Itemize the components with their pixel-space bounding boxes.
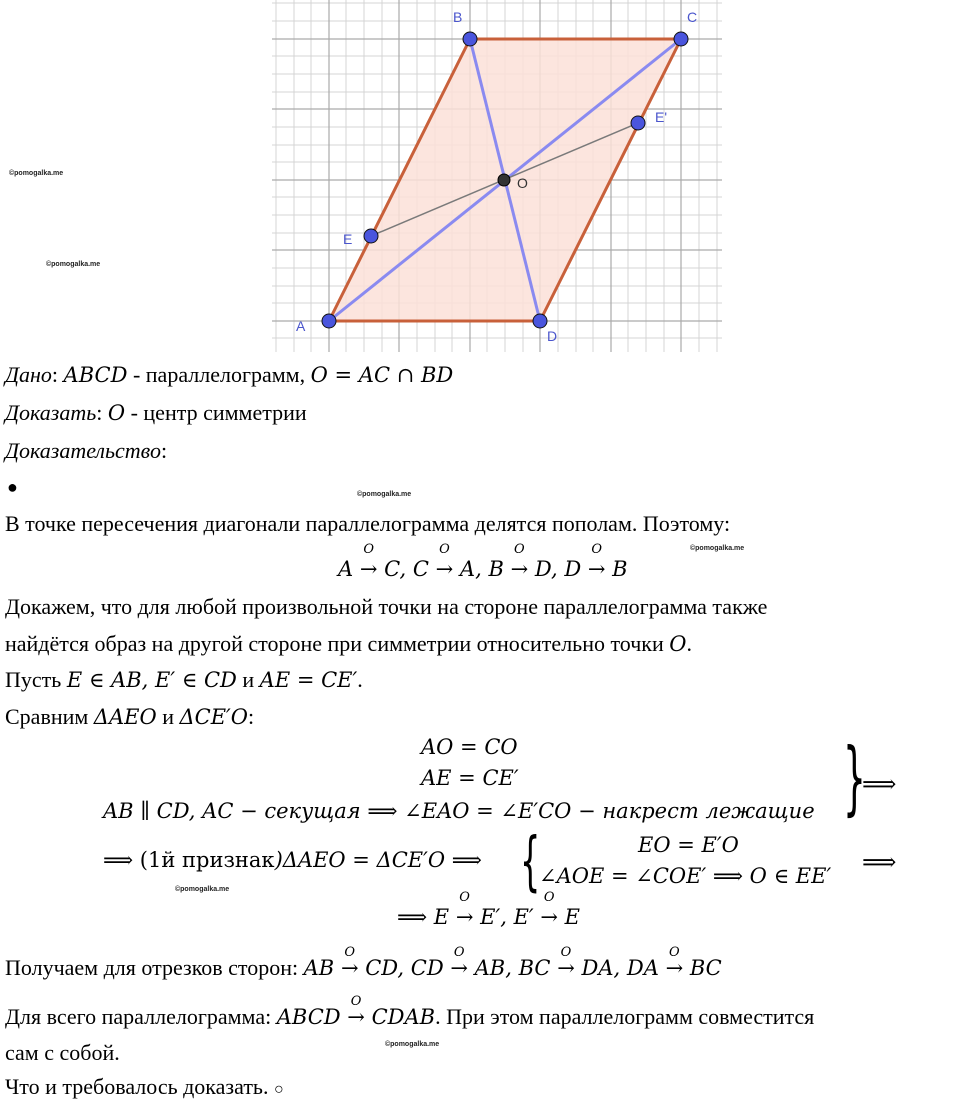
map-arrow: O → <box>587 542 606 581</box>
map1-to-2: D <box>534 557 551 581</box>
point-o <box>498 174 510 186</box>
label-e: E <box>343 231 353 247</box>
system-implies: ⟹ <box>862 770 897 798</box>
whole-line: Для всего параллелограмма: ABCD O → CDAB. При этом параллелограмм совместится <box>5 994 815 1029</box>
sign-implies: ⟹ <box>862 848 897 876</box>
map1-to-1: A <box>459 557 476 581</box>
compare-math-2: ΔCE′O <box>179 705 249 729</box>
let-math-1: E ∈ AB, E′ ∈ CD <box>66 668 237 692</box>
map1-from-1: C <box>412 557 429 581</box>
diagonals-sentence: В точке пересечения диагонали параллелограмма делятся пополам. Поэтому: <box>5 511 731 536</box>
map-arrow: O → <box>557 945 575 980</box>
map-arrow: O → <box>435 542 454 581</box>
qed-mark: ○ <box>273 1081 284 1098</box>
prove-text: - центр симметрии <box>125 400 307 425</box>
watermark: ©pomogalka.me <box>175 886 230 893</box>
qed-line: Что и требовалось доказать. ○ <box>5 1074 284 1099</box>
p2-math: O <box>669 632 687 656</box>
label-c: C <box>687 9 698 25</box>
point-a <box>322 314 336 328</box>
given-line: Дано: ABCD - параллелограмм, O = AC ∩ BD <box>5 362 454 387</box>
sign-row-1: EO = E′O <box>638 833 739 857</box>
proof-line: Доказательство: <box>5 438 168 463</box>
map1-from-0: A <box>338 557 354 581</box>
watermark: ©pomogalka.me <box>385 1041 440 1048</box>
parallelogram-figure <box>272 0 722 352</box>
map-arrow: O → <box>450 945 468 980</box>
label-b: B <box>453 9 463 25</box>
watermark: ©pomogalka.me <box>46 261 101 268</box>
watermark: ©pomogalka.me <box>357 491 412 498</box>
vertex-mapping: A O → C, C O → A, B O → D, D O → B <box>338 542 628 581</box>
right-brace: } <box>843 731 866 824</box>
point-d <box>533 314 547 328</box>
map1-from-3: D <box>564 557 582 581</box>
sides-line: Получаем для отрезков сторон: AB O → CD, CD O → AB, BC O → DA, DA O → BC <box>5 945 722 980</box>
paragraph-line-1: Докажем, что для любой произвольной точки на стороне параллелограмма также <box>5 594 768 619</box>
map-arrow: O → <box>340 945 359 980</box>
let-math-2: AE = CE′ <box>259 668 358 692</box>
proof-label: Доказательство <box>5 438 161 463</box>
point-e <box>364 229 378 243</box>
left-brace: { <box>520 825 541 899</box>
map1-from-2: B <box>488 557 504 581</box>
compare-math-1: ΔAEO <box>93 705 157 729</box>
map-arrow: O → <box>665 945 684 980</box>
point-b <box>463 32 477 46</box>
map1-to-3: B <box>612 557 628 581</box>
given-label: Дано <box>5 362 52 387</box>
compare-line: Сравним ΔAEO и ΔCE′O: <box>5 704 255 729</box>
system-eq-2: AE = CE′ <box>421 766 519 790</box>
whole-line-2: сам с собой. <box>5 1040 120 1065</box>
paragraph-line-2: найдётся образ на другой стороне при симметрии относительно точки O. <box>5 631 692 656</box>
label-d: D <box>547 328 558 344</box>
watermark: ©pomogalka.me <box>9 170 64 177</box>
bullet: ● <box>7 477 18 497</box>
map-arrow: O → <box>540 890 558 929</box>
system-eq-1: AO = CO <box>421 735 518 759</box>
label-o: O <box>517 175 528 191</box>
let-line: Пусть E ∈ AB, E′ ∈ CD и AE = CE′. <box>5 667 363 692</box>
given-math-o: O = AC ∩ BD <box>310 363 454 387</box>
label-e-prime: E' <box>655 109 668 125</box>
prove-label: Доказать <box>5 400 97 425</box>
sign-row-2: ∠AOE = ∠COE′ ⟹ O ∈ EE′ <box>539 864 832 888</box>
map-arrow: O → <box>510 542 529 581</box>
sign-line: ⟹ (1й признак)ΔAEO = ΔCE′O ⟹ <box>103 848 482 872</box>
map-arrow: O → <box>359 542 378 581</box>
prove-math: O <box>107 401 126 425</box>
prove-line: Доказать: O - центр симметрии <box>5 400 307 425</box>
label-a: A <box>296 318 306 334</box>
system-eq-3: AB ∥ CD, AC − секущая ⟹ ∠EAO = ∠E′CO − накрест лежащие <box>103 799 815 823</box>
point-mapping: ⟹ E O → E′, E′ O → E <box>397 890 581 929</box>
given-text: - параллелограмм, <box>127 362 311 387</box>
map1-to-0: C <box>384 557 400 581</box>
watermark: ©pomogalka.me <box>690 545 745 552</box>
point-c <box>674 32 688 46</box>
map-arrow: O → <box>455 890 474 929</box>
given-math-abcd: ABCD <box>63 363 128 387</box>
map-arrow: O → <box>347 994 365 1029</box>
point-e-prime <box>631 116 645 130</box>
